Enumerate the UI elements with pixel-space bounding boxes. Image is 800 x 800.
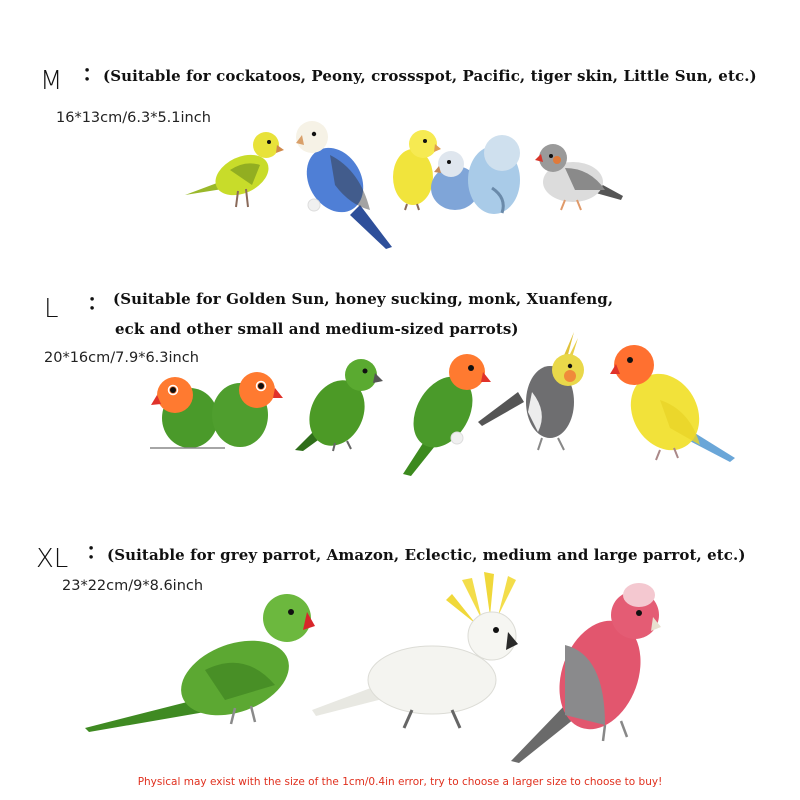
ringneck-parakeet-icon [85,590,315,735]
size-l-colon: ： [87,291,110,316]
footer-disclaimer: Physical may exist with the size of the 1cm/0.4in error, try to choose a larger size to choose to buy! [137,776,663,788]
cockatiel-icon [478,322,593,457]
size-l-description-line1: (Suitable for Golden Sun, honey sucking, monk, Xuanfeng, [113,290,614,308]
zebra-finch-icon [535,138,625,218]
size-m-description: (Suitable for cockatoos, Peony, crossspot, Pacific, tiger skin, Little Sun, etc.) [103,67,757,85]
lovebird-lutino-icon [610,340,740,465]
size-l-description-line2: eck and other small and medium-sized parrots) [115,320,519,338]
galah-cockatoo-icon [505,575,665,765]
green-parrot-icon [295,355,385,455]
size-l-dimensions: 20*16cm/7.9*6.3inch [44,350,199,366]
size-m-colon: ： [82,62,105,87]
budgie-light-blue-icon [462,128,527,218]
size-m-dimensions: 16*13cm/6.3*5.1inch [56,110,211,126]
cockatoo-white-icon [312,570,527,735]
size-l-label: L [44,294,59,324]
size-xl-label: XL [36,544,69,574]
lovebird-pair-icon [145,360,285,455]
size-m-label: M [40,66,63,96]
budgie-yellow-icon [180,125,290,215]
size-xl-dimensions: 23*22cm/9*8.6inch [62,578,204,594]
size-xl-colon: ： [86,540,109,565]
size-xl-description: (Suitable for grey parrot, Amazon, Eclectic, medium and large parrot, etc.) [107,546,746,564]
budgie-blue-icon [290,115,400,250]
